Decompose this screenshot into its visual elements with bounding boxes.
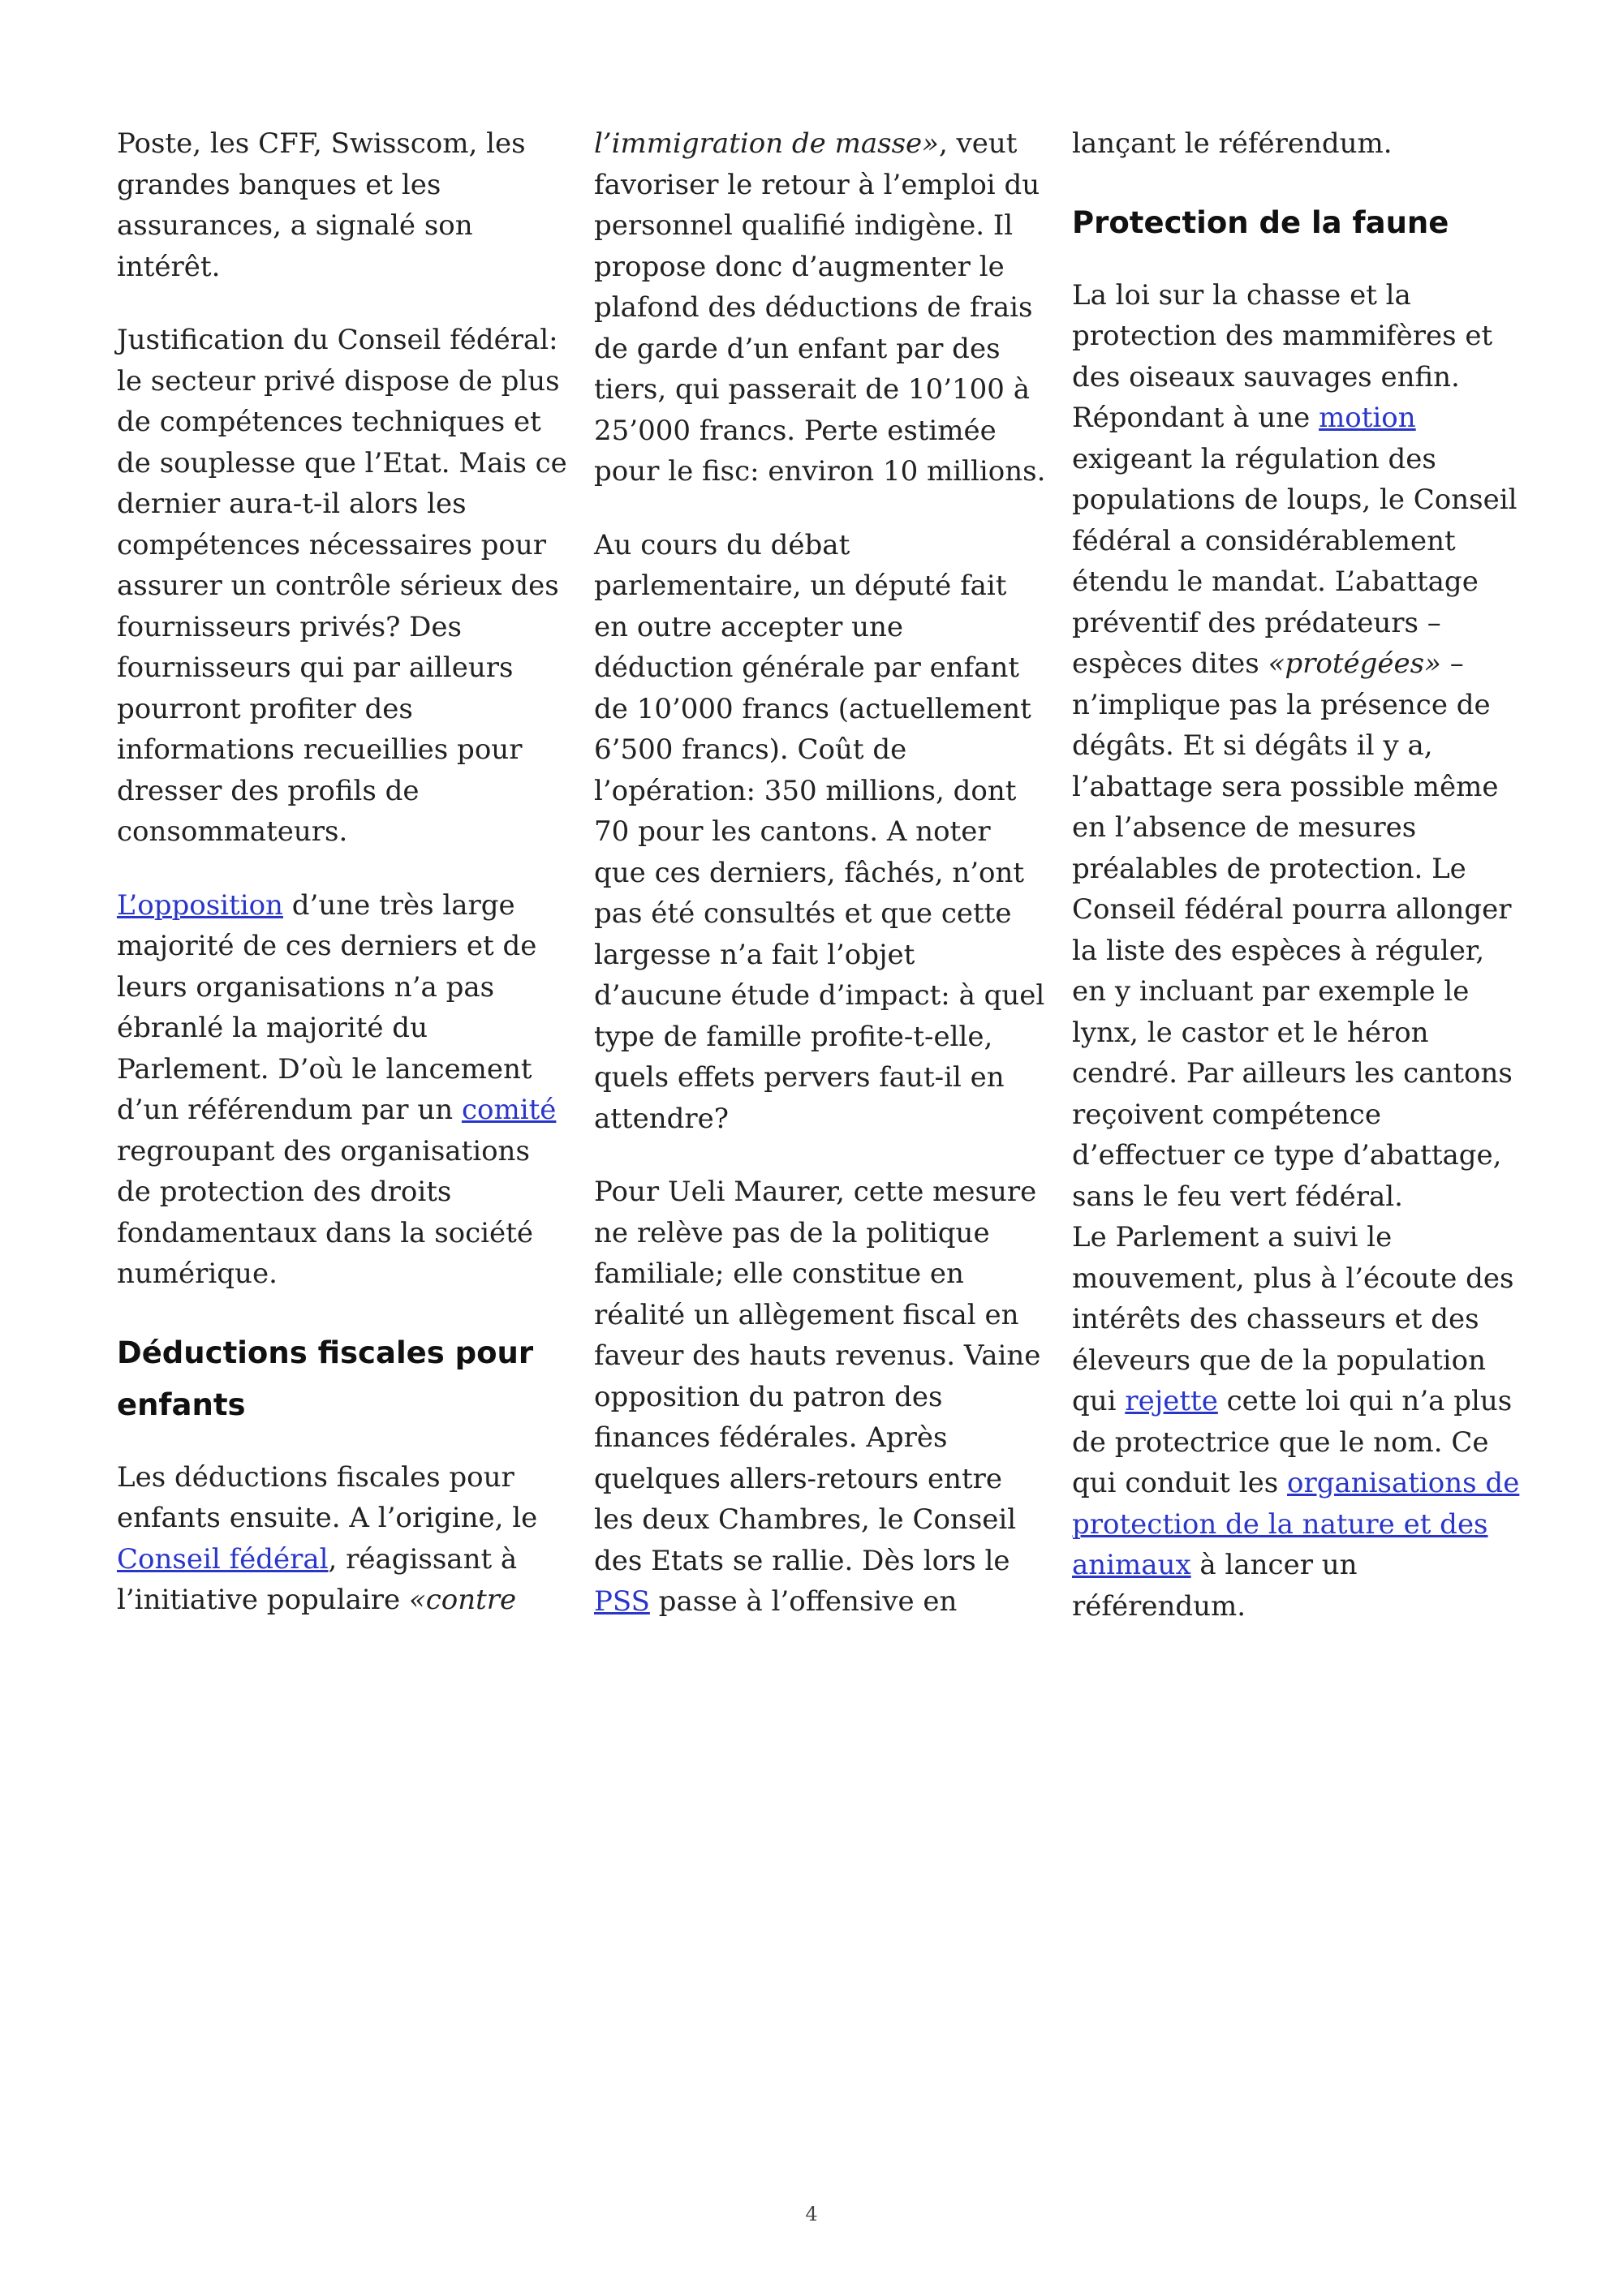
paragraph — [1072, 275, 1526, 1218]
paragraph-text: – n’implique pas la présence de dégâts. Et si dégâts il y a, l’abattage sera possible même en l’absence de mesures préalables de protection. Le Conseil fédéral pourra allonger la liste des espèces à réguler, en y incluant par exemple le lynx, le castor et le héron cendré. Par ailleurs les cantons reçoivent compétence d’effectuer ce type d’abattage, sans le feu vert fédéral. — [1072, 647, 1513, 1213]
paragraph-text: , réagissant à l’initiative populaire — [117, 1542, 518, 1616]
paragraph: lançant le référendum. — [1072, 127, 1393, 160]
paragraph-text: Pour Ueli Maurer, cette mesure ne relève pas de la politique familiale; elle constitue en réalité un allègement fiscal en faveur des hauts revenus. Vaine opposition du patron des finances fédérales. Après quelques allers-retours entre les deux Chambres, le Conseil des Etats se rallie. Dès lors le — [594, 1176, 1041, 1577]
paragraph — [1072, 1217, 1526, 1627]
link-comite[interactable]: comité — [461, 1094, 557, 1126]
paragraph-text: à lancer un référendum. — [1072, 1549, 1358, 1623]
text-column-1 — [117, 123, 571, 1653]
link-rejette[interactable]: rejette — [1125, 1385, 1218, 1417]
link-conseil-federal[interactable]: Conseil fédéral — [117, 1542, 329, 1576]
paragraph-text: Les déductions fiscales pour enfants ensuite. A l’origine, le — [117, 1460, 538, 1534]
paragraph-text: regroupant des organisations de protection des droits fondamentaux dans la société numérique. — [117, 1134, 533, 1290]
link-opposition[interactable]: L’opposition — [117, 888, 283, 922]
paragraph-text: Le Parlement a suivi le mouvement, plus à l’écoute des intérêts des chasseurs et des éleveurs que de la population qui — [1072, 1221, 1514, 1417]
link-motion[interactable]: motion — [1319, 402, 1416, 434]
paragraph-text: d’une très large majorité de ces derniers et de leurs organisations n’a pas ébranlé la majorité du Parlement. D’où le lancement d’un référendum par un — [117, 888, 537, 1126]
link-organisations-protection[interactable]: organisations de protection de la nature et des animaux — [1072, 1467, 1520, 1581]
paragraph-text: cette loi qui n’a plus de protectrice que le nom. Ce qui conduit les — [1072, 1385, 1513, 1499]
paragraph — [117, 885, 571, 1295]
emphasis-text: «contre — [408, 1584, 517, 1616]
paragraph-text: exigeant la régulation des populations de loups, le Conseil fédéral a considérablement étendu le mandat. L’abattage préventif des prédateurs – espèces dites — [1072, 442, 1518, 680]
section-heading-faune: Protection de la faune — [1072, 204, 1449, 240]
paragraph: Poste, les CFF, Swisscom, les grandes banques et les assurances, a signalé son intérêt. — [117, 127, 526, 283]
emphasis-text: «protégées» — [1268, 647, 1441, 680]
text-column-3 — [1072, 123, 1526, 1659]
paragraph: Au cours du débat parlementaire, un député fait en outre accepter une déduction générale par enfant de 10’000 francs (actuellement 6’500 francs). Coût de l’opération: 350 millions, dont 70 pour les cantons. A noter que ces derniers, fâchés, n’ont pas été consultés et que cette largesse n’a fait l’objet d’aucune étude d’impact: à quel type de famille profite-t-elle, quels effets pervers faut-il en attendre? — [594, 528, 1045, 1135]
paragraph-text: La loi sur la chasse et la protection des mammifères et des oiseaux sauvages enfin. Répondant à une — [1072, 278, 1493, 434]
paragraph — [594, 123, 1048, 492]
text-column-2 — [594, 123, 1048, 1655]
paragraph — [594, 1172, 1048, 1623]
page-number: 4 — [805, 2203, 818, 2225]
paragraph-text: passe à l’offensive en — [649, 1585, 958, 1618]
link-pss[interactable]: PSS — [594, 1585, 650, 1618]
paragraph: Justification du Conseil fédéral: le secteur privé dispose de plus de compétences techniques et de souplesse que l’Etat. Mais ce dernier aura-t-il alors les compétences nécessaires pour assurer un contrôle sérieux des fournisseurs privés? Des fournisseurs qui par ailleurs pourront profiter des informations recueillies pour dresser des profils de consommateurs. — [117, 324, 567, 848]
paragraph — [117, 1457, 571, 1621]
paragraph-text: , veut favoriser le retour à l’emploi du personnel qualifié indigène. Il propose donc d’augmenter le plafond des déductions de frais de garde d’un enfant par des tiers, qui passerait de 10’100 à 25’000 francs. Perte estimée pour le fisc: environ 10 millions. — [594, 127, 1046, 488]
emphasis-text: l’immigration de masse» — [594, 127, 939, 160]
section-heading-deductions: Déductions fiscales pour enfants — [117, 1335, 534, 1422]
